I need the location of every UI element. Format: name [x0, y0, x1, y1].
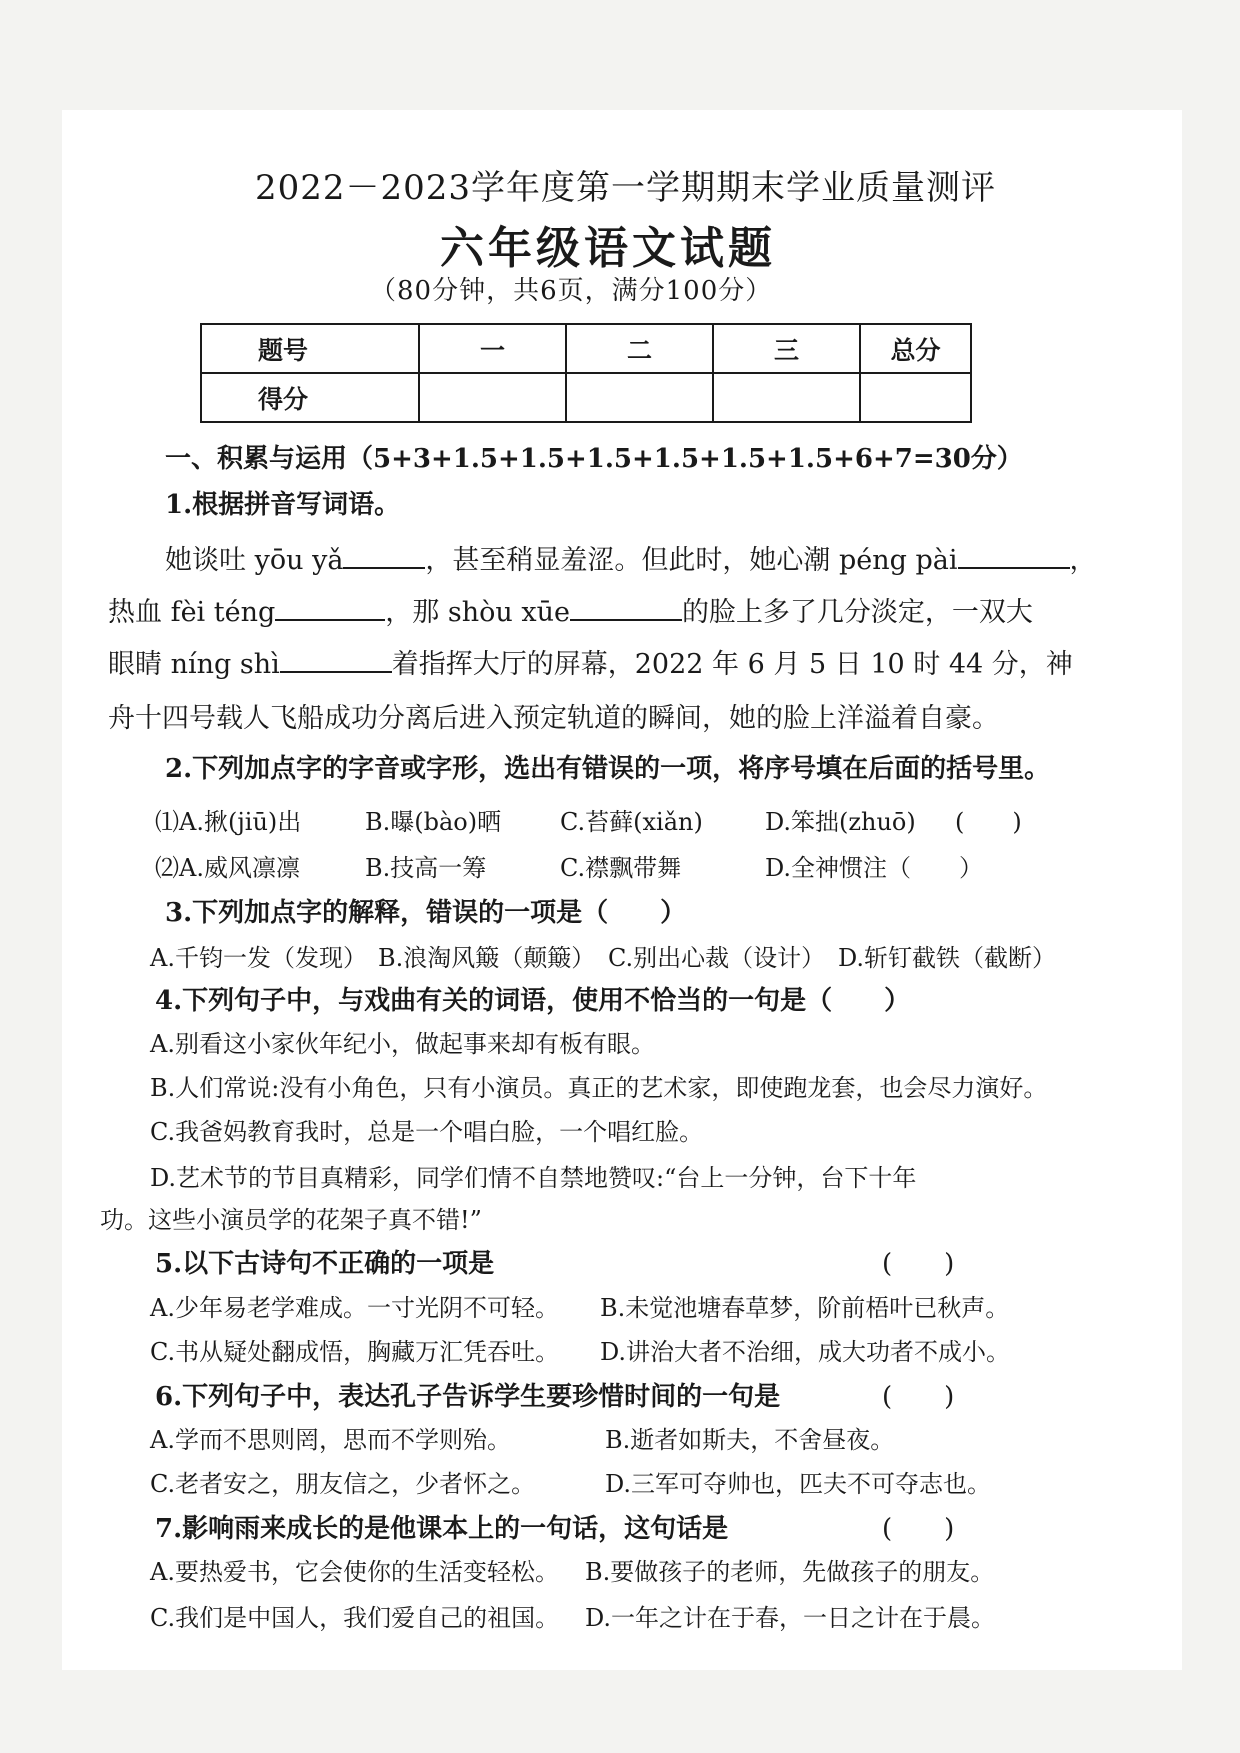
column-header-total: 总分	[860, 324, 971, 373]
q1-text: 着指挥大厅的屏幕，2022 年 6 月 5 日 10 时 44 分，神	[391, 649, 1073, 680]
answer-parentheses[interactable]: ( )	[882, 1514, 955, 1544]
section-heading: 一、积累与运用（5+3+1.5+1.5+1.5+1.5+1.5+1.5+6+7=30分）	[165, 444, 1023, 474]
option-d: D.一年之计在于春，一日之计在于晨。	[585, 1604, 996, 1632]
row-label-number: 题号	[201, 324, 419, 373]
option-c: C.老者安之，朋友信之，少者怀之。	[150, 1470, 536, 1498]
answer-parentheses[interactable]: ( )	[955, 808, 1022, 836]
option-d: D.笨拙(zhuō)	[765, 808, 916, 836]
question-5-title: 5.以下古诗句不正确的一项是	[155, 1249, 495, 1279]
score-cell[interactable]	[419, 373, 566, 422]
q1-text: ，	[1069, 545, 1097, 576]
answer-blank[interactable]	[570, 618, 682, 621]
q1-text: 眼睛 níng shì	[108, 649, 280, 680]
option-c: C.我们是中国人，我们爱自己的祖国。	[150, 1604, 560, 1632]
question-1-line-1	[165, 538, 1097, 577]
answer-blank[interactable]	[280, 670, 392, 673]
option-d-continued: 功。这些小演员学的花架子真不错!”	[100, 1206, 482, 1234]
column-header-2: 二	[566, 324, 713, 373]
option-b: B.技高一筹	[365, 854, 487, 882]
option-b: B.要做孩子的老师，先做孩子的朋友。	[585, 1558, 995, 1586]
exam-header: 2022－2023学年度第一学期期末学业质量测评	[255, 168, 997, 208]
column-header-3: 三	[713, 324, 860, 373]
option-c: C.襟飘带舞	[560, 854, 682, 882]
score-cell[interactable]	[566, 373, 713, 422]
page-title: 六年级语文试题	[440, 223, 776, 274]
answer-blank[interactable]	[275, 618, 385, 621]
answer-blank[interactable]	[958, 566, 1070, 569]
answer-blank[interactable]	[343, 566, 425, 569]
question-7-title: 7.影响雨来成长的是他课本上的一句话，这句话是	[155, 1514, 729, 1544]
q1-text: 热血 fèi téng	[108, 597, 276, 628]
option-d: D.斩钉截铁（截断）	[838, 944, 1057, 972]
option-d: D.全神惯注（ ）	[765, 854, 984, 882]
option-a: A.学而不思则罔，思而不学则殆。	[150, 1426, 511, 1454]
option-a: A.别看这小家伙年纪小，做起事来却有板有眼。	[150, 1030, 655, 1058]
table-row	[201, 324, 971, 373]
option-d: D.讲治大者不治细，成大功者不成小。	[600, 1338, 1011, 1366]
score-table	[200, 323, 972, 423]
option-c: C.别出心裁（设计）	[608, 944, 826, 972]
option-c: C.苔藓(xiǎn)	[560, 808, 703, 836]
q1-text: ，甚至稍显羞涩。但此时，她心潮 péng pài	[425, 545, 958, 576]
exam-subtitle: （80分钟，共6页，满分100分）	[370, 276, 773, 306]
question-1-line-2	[108, 590, 1033, 629]
answer-parentheses[interactable]: ( )	[882, 1249, 955, 1279]
option-a: A.千钧一发（发现）	[150, 944, 367, 972]
q1-text: 她谈吐 yōu yǎ	[165, 545, 344, 576]
option-c: C.我爸妈教育我时，总是一个唱白脸，一个唱红脸。	[150, 1118, 704, 1146]
answer-parentheses[interactable]: ( )	[882, 1382, 955, 1412]
question-1-line-3	[108, 642, 1073, 681]
option-b: B.浪淘风簸（颠簸）	[378, 944, 596, 972]
question-4-title: 4.下列句子中，与戏曲有关的词语，使用不恰当的一句是（ ）	[155, 986, 911, 1016]
q1-text: 的脸上多了几分淡定，一双大	[681, 597, 1033, 628]
option-b: B.人们常说:没有小角色，只有小演员。真正的艺术家，即使跑龙套，也会尽力演好。	[150, 1074, 1048, 1102]
option-b: B.曝(bào)晒	[365, 808, 502, 836]
option-a: ⑴A.揪(jiū)出	[155, 808, 302, 836]
question-2-title: 2.下列加点字的字音或字形，选出有错误的一项，将序号填在后面的括号里。	[165, 754, 1051, 784]
option-b: B.未觉池塘春草梦，阶前梧叶已秋声。	[600, 1294, 1010, 1322]
question-1-line-4: 舟十四号载人飞船成功分离后进入预定轨道的瞬间，她的脸上洋溢着自豪。	[108, 703, 999, 734]
option-b: B.逝者如斯夫，不舍昼夜。	[605, 1426, 895, 1454]
option-a: ⑵A.威风凛凛	[155, 854, 300, 882]
score-cell[interactable]	[713, 373, 860, 422]
q1-text: ，那 shòu xūe	[385, 597, 570, 628]
option-d: D.艺术节的节目真精彩，同学们情不自禁地赞叹:“台上一分钟，台下十年	[150, 1164, 917, 1192]
score-cell[interactable]	[860, 373, 971, 422]
option-a: A.要热爱书，它会使你的生活变轻松。	[150, 1558, 559, 1586]
question-6-title: 6.下列句子中，表达孔子告诉学生要珍惜时间的一句是	[155, 1382, 781, 1412]
question-1-title: 1.根据拼音写词语。	[165, 490, 401, 520]
option-c: C.书从疑处翻成悟，胸藏万汇凭吞吐。	[150, 1338, 560, 1366]
table-row	[201, 373, 971, 422]
row-label-score: 得分	[201, 373, 419, 422]
option-a: A.少年易老学难成。一寸光阴不可轻。	[150, 1294, 559, 1322]
option-d: D.三军可夺帅也，匹夫不可夺志也。	[605, 1470, 992, 1498]
column-header-1: 一	[419, 324, 566, 373]
question-3-title: 3.下列加点字的解释，错误的一项是（ ）	[165, 898, 687, 928]
